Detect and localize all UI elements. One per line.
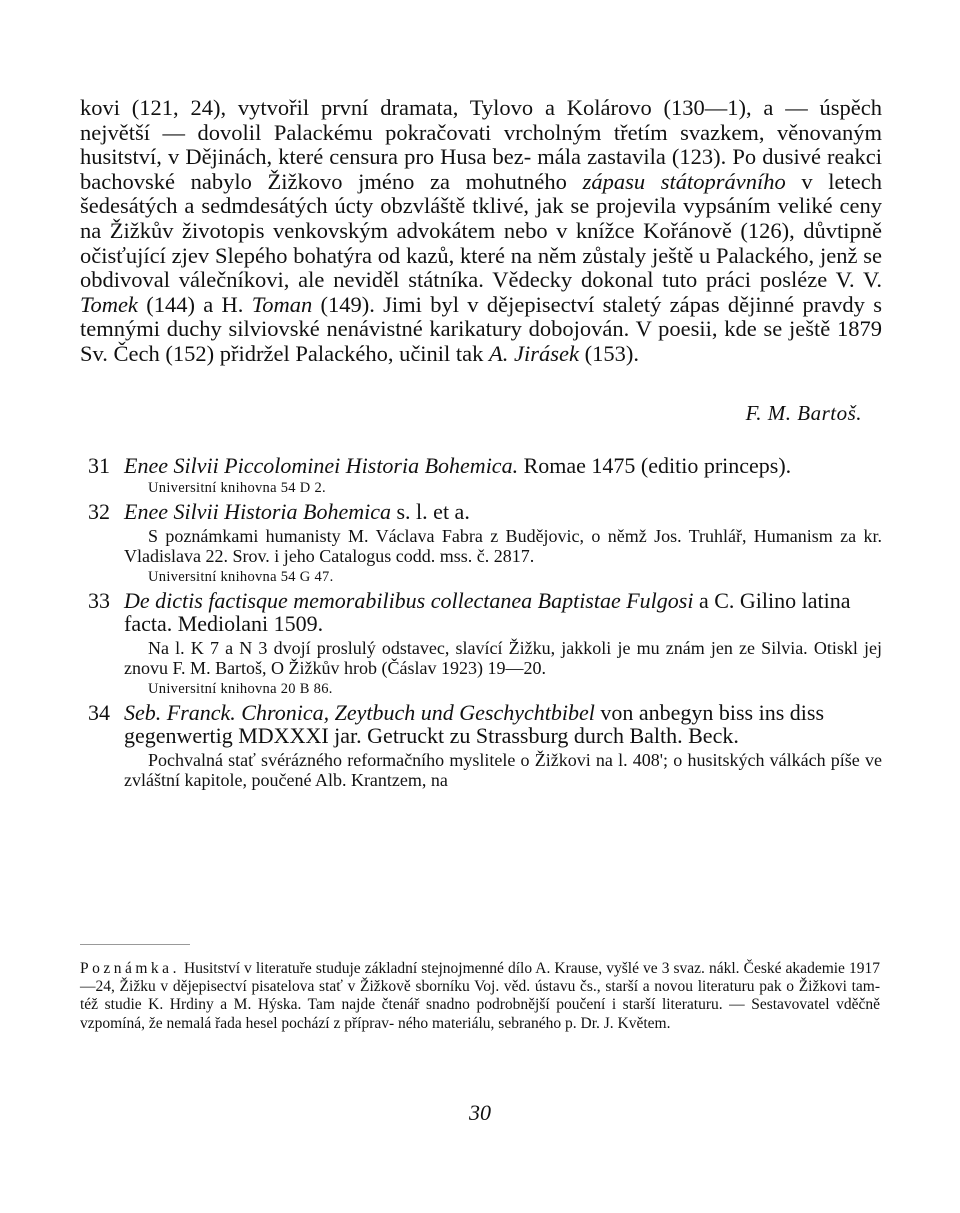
entry-title-rest: von anbegyn biss ins diss gegenwertig MDXXXI jar. Getruckt zu Strassburg durch Balth. Beck. (124, 699, 825, 748)
entry-note: S poznámkami humanisty M. Václava Fabra z Budějovic, o němž Jos. Truhlář, Humanism za kr. Vladislava 22. Srov. i jeho Catalogus codd. mss. č. 2817. (124, 525, 882, 566)
entry-title (124, 454, 882, 477)
bibliography-entry (80, 701, 882, 790)
footnote-lead: Poznámka. (80, 960, 180, 977)
page-body (80, 96, 882, 792)
text-segment: (144) a H. (137, 291, 252, 317)
intro-paragraph (80, 96, 882, 367)
entry-title (124, 589, 882, 635)
footnote-divider (80, 944, 190, 945)
entry-title-italic: Enee Silvii Historia Bohemica (124, 498, 391, 524)
text-segment: (149). Jimi byl v dějepisectví staletý zápas dějinné pravdy s temnými duchy silviovské nenávistné karikatury dobojován. V poesii, kde se ještě 1879 Sv. Čech (152) přidržel Palackého, učinil tak (80, 291, 882, 366)
footnote-text: Husitství v literatuře studuje základní stejnojmenné dílo A. Krause, vyšlé ve 3 svaz. nákl. České akademie 1917—24, Žižku v dějepisectví pisatelova stať v Žižkově sborníku Voj. věd. ústavu čs., starší a novou literaturu pak o Žižkovi tam‑ též studie K. Hrdiny a M. Hýska. Tam najde čtenář snadno podrobnější poučení i starší literaturu. — Sestavovatel vděčně vzpomíná, že nemalá řada hesel pochází z příprav‑ ného materiálu, sebraného p. Dr. J. Květem. (80, 960, 880, 1032)
bibliography-entry (80, 589, 882, 698)
entry-location: Universitní knihovna 54 G 47. (148, 568, 334, 585)
signature: F. M. Bartoš. (745, 400, 862, 425)
bibliography-list (80, 454, 882, 790)
page-number: 30 (469, 1100, 491, 1125)
entry-title (124, 500, 882, 523)
entry-note: Pochvalná stať svérázného reformačního myslitele o Žižkovi na l. 408'; o husitských válkách píše ve zvláštní kapitole, poučené Alb. Krantzem, na (124, 749, 882, 790)
entry-number: 34 (88, 699, 110, 725)
entry-title-italic: De dictis factisque memorabilibus collectanea Baptistae Fulgosi (124, 587, 694, 613)
entry-location: Universitní knihovna 20 B 86. (148, 680, 333, 697)
entry-location: Universitní knihovna 54 D 2. (148, 479, 326, 496)
entry-title-italic: Enee Silvii Piccolominei Historia Bohemica. (124, 452, 519, 478)
entry-title-rest: s. l. et a. (391, 498, 470, 524)
intro-text (80, 96, 882, 367)
text-segment: v letech šedesátých a sedmdesátých úcty obzvláště tklivé, jak se projevila vypsáním veliké ceny na Žižkův životopis venkovským advokátem nebo v knížce Kořánově (126), důvtipně očisťující zjev Slepého bohatýra od kazů, které na něm zůstaly ještě u Palackého, jenž se obdivoval válečníkovi, ale neviděl státníka. Vědecky dokonal tuto práci posléze V. V. (80, 168, 883, 293)
author-toman: Toman (251, 291, 313, 317)
bibliography-entry (80, 500, 882, 586)
author-tomek: Tomek (80, 291, 138, 317)
text-segment: (153). (579, 340, 640, 366)
text-segment: kovi (121, 24), vytvořil první dramata, Tylovo a Kolárovo (130—1), a — úspěch největší — dovolil Palackému pokračovati vrcholným třetím svazkem, věnovaným husitství, v Dějinách, které censura pro Husa bez‑ mála zastavila (123). Po dusivé reakci bachovské nabylo Žižkovo jméno za mohutného (80, 95, 882, 194)
entry-number: 32 (88, 498, 110, 524)
emphasis: zápasu státoprávního (582, 168, 786, 194)
author-jirasek: A. Jirásek (489, 340, 580, 366)
entry-number: 31 (88, 452, 110, 478)
entry-title-italic: Seb. Franck. Chronica, Zeytbuch und Geschychtbibel (124, 699, 595, 725)
bibliography-entry (80, 454, 882, 497)
entry-title-rest: a C. Gilino latina facta. Mediolani 1509. (124, 587, 851, 636)
entry-title (124, 701, 882, 747)
entry-note: Na l. K 7 a N 3 dvojí proslulý odstavec, slavící Žižku, jakkoli je mu znám jen ze Silvia. Otiskl jej znovu F. M. Bartoš, O Žižkův hrob (Čáslav 1923) 19—20. (124, 637, 882, 678)
entry-title-rest: Romae 1475 (editio princeps). (518, 452, 792, 478)
footnote (80, 960, 880, 1033)
entry-number: 33 (88, 587, 110, 613)
